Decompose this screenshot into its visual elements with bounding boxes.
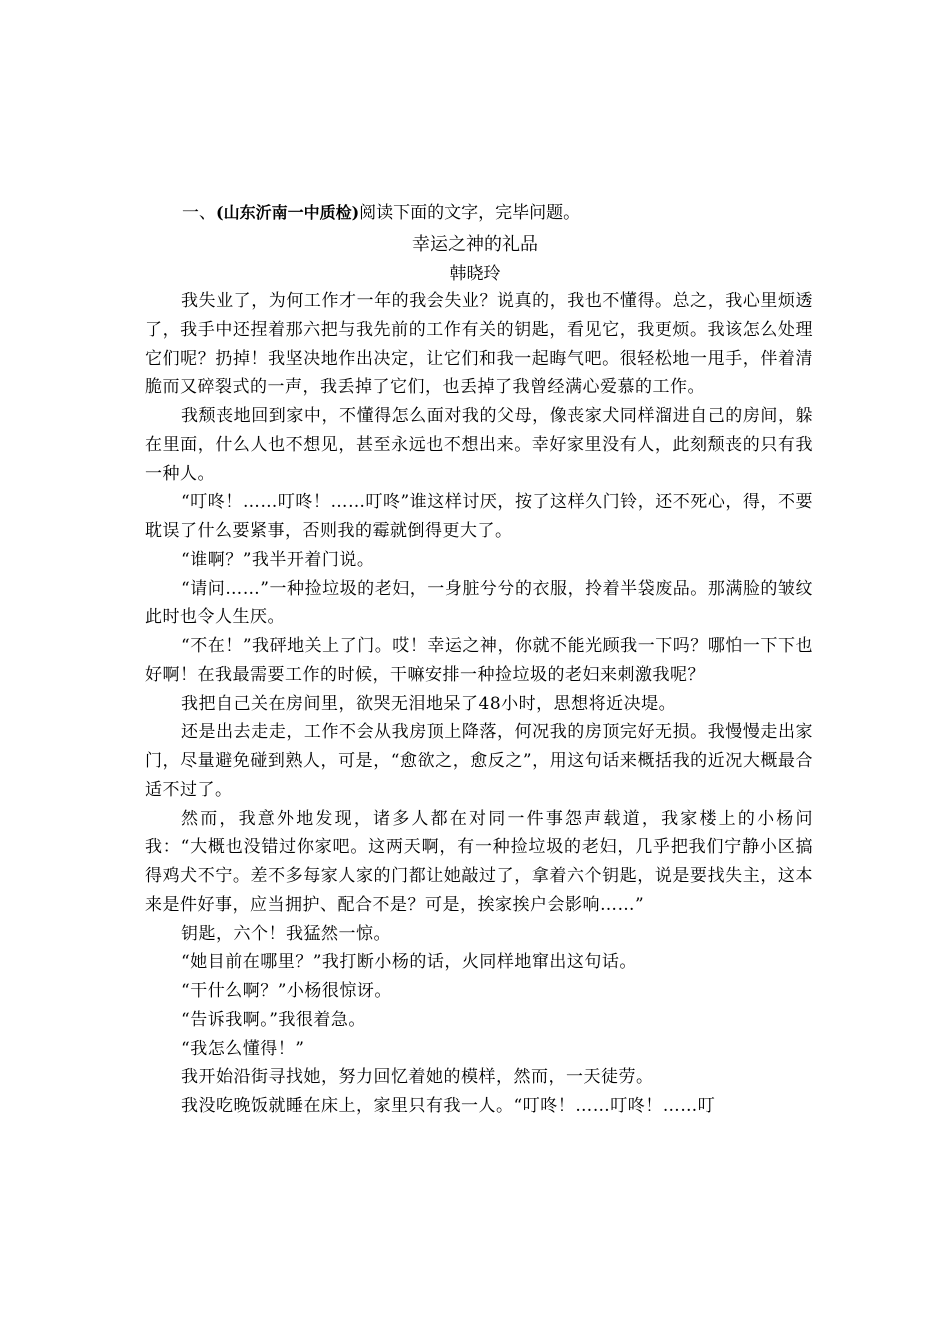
question-instruction: 阅读下面的文字，完毕问题。	[359, 203, 581, 223]
question-source: (山东沂南一中质检)	[216, 203, 360, 222]
paragraph: “不在！”我砰地关上了门。哎！幸运之神，你就不能光顾我一下吗？哪怕一下下也好啊！在我最需要工作的时候，干嘛安排一种捡垃圾的老妇来刺激我呢？	[145, 636, 813, 685]
paragraph: “干什么啊？”小杨很惊讶。	[181, 981, 392, 1001]
paragraph: “她目前在哪里？”我打断小杨的话，火同样地窜出这句话。	[181, 952, 637, 973]
article-author: 韩晓玲	[449, 264, 501, 284]
paragraph: 我颓丧地回到家中，不懂得怎么面对我的父母，像丧家犬同样溜进自己的房间，躲在里面，什么人也不想见，甚至永远也不想出来。幸好家里没有人，此刻颓丧的只有我一种人。	[145, 406, 813, 484]
paragraph: 我没吃晚饭就睡在床上，家里只有我一人。“叮咚！……叮咚！……叮	[181, 1096, 716, 1116]
paragraph: “叮咚！……叮咚！……叮咚”谁这样讨厌，按了这样久门铃，还不死心，得，不要耽误了什么要紧事，否则我的霉就倒得更大了。	[145, 492, 813, 541]
paragraph: 还是出去走走，工作不会从我房顶上降落，何况我的房顶完好无损。我慢慢走出家门，尽量避免碰到熟人，可是，“愈欲之，愈反之”，用这句话来概括我的近况大概最合适不过了。	[145, 722, 813, 800]
article-body	[145, 287, 813, 1121]
question-heading	[182, 199, 580, 227]
paragraph: 我把自己关在房间里，欲哭无泪地呆了48小时，思想将近决堤。	[181, 693, 677, 714]
paragraph: 然而，我意外地发现，诸多人都在对同一件事怨声载道，我家楼上的小杨问我：“大概也没错过你家吧。这两天啊，有一种捡垃圾的老妇，几乎把我们宁静小区搞得鸡犬不宁。差不多每家人家的门都让她敲过了，拿着六个钥匙，说是要找失主，这本来是件好事，应当拥护、配合不是？可是，挨家挨户会影响……”	[145, 808, 813, 915]
paragraph: “告诉我啊。”我很着急。	[181, 1009, 366, 1030]
paragraph: 我开始沿街寻找她，努力回忆着她的模样，然而，一天徒劳。	[181, 1067, 654, 1088]
paragraph: “请问……”一种捡垃圾的老妇，一身脏兮兮的衣服，拎着半袋废品。那满脸的皱纹此时也令人生厌。	[145, 578, 813, 628]
paragraph: 我失业了，为何工作才一年的我会失业？说真的，我也不懂得。总之，我心里烦透了，我手中还捏着那六把与我先前的工作有关的钥匙，看见它，我更烦。我该怎么处理它们呢？扔掉！我坚决地作出决定，让它们和我一起晦气吧。很轻松地一甩手，伴着清脆而又碎裂式的一声，我丢掉了它们，也丢掉了我曾经满心爱慕的工作。	[145, 291, 813, 398]
paragraph: “我怎么懂得！”	[181, 1038, 305, 1059]
paragraph: “谁啊？”我半开着门说。	[181, 549, 375, 570]
article-title: 幸运之神的礼品	[412, 234, 538, 255]
question-number: 一、	[182, 203, 216, 223]
paragraph: 钥匙，六个！我猛然一惊。	[181, 923, 391, 944]
